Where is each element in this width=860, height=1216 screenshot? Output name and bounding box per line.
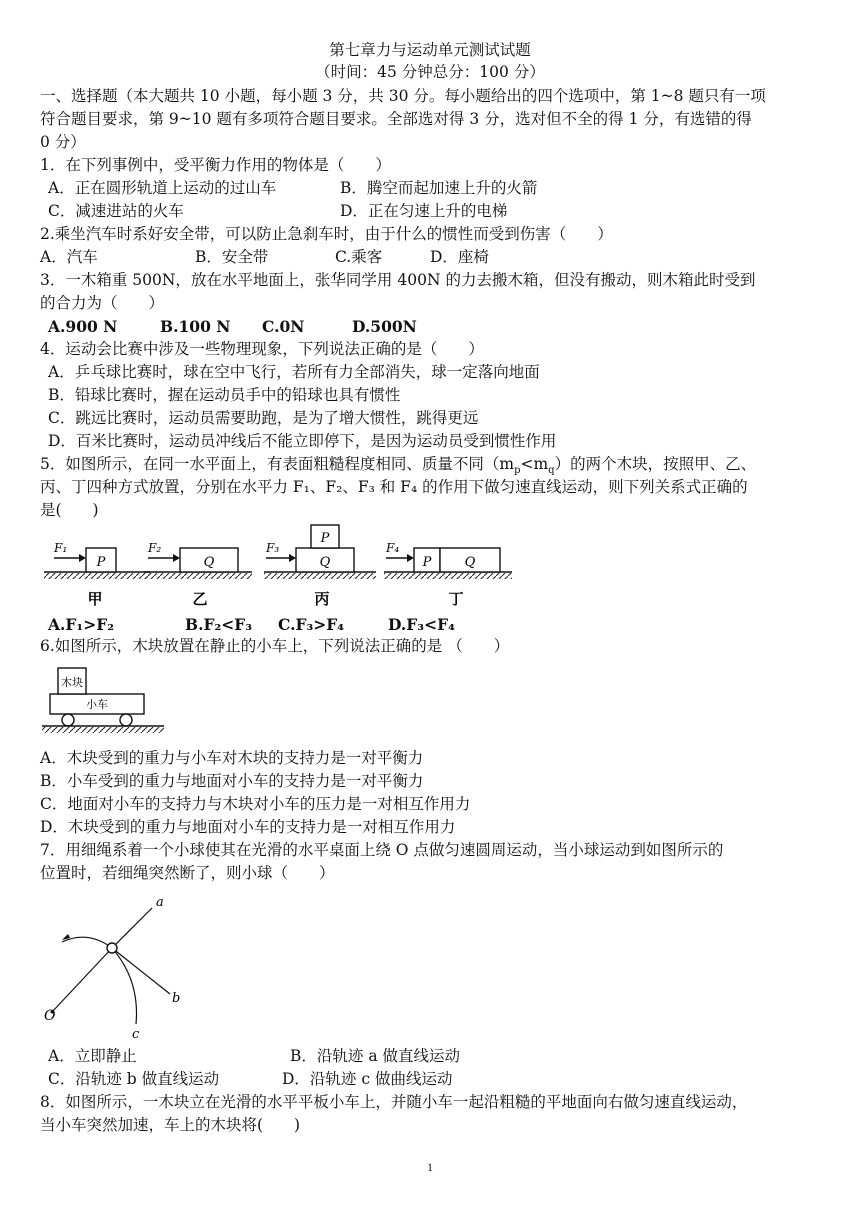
svg-text:F₁: F₁ — [54, 541, 68, 555]
q2-stem: 2.乘坐汽车时系好安全带，可以防止急刹车时，由于什么的惯性而受到伤害（ ） — [40, 225, 613, 243]
q5-figure-jia — [44, 541, 150, 608]
q1-option-d: D．正在匀速上升的电梯 — [340, 202, 508, 220]
q5-option-b: B.F₂<F₃ — [185, 615, 253, 634]
q3-option-c: C.0N — [262, 317, 305, 336]
q8-stem-line-2: 当小车突然加速，车上的木块将( ) — [40, 1116, 301, 1134]
section-intro-line-2: 符合题目要求，第 9~10 题有多项符合题目要求。全部选对得 3 分，选对但不全的得 1 分，有选错的得 — [40, 110, 752, 128]
q6-fig-cart-label: 小车 — [86, 698, 108, 711]
q5-option-a: A.F₁>F₂ — [48, 615, 114, 634]
q1-option-b: B．腾空而起加速上升的火箭 — [340, 179, 538, 197]
svg-text:F₂: F₂ — [148, 541, 162, 555]
q5-figure — [40, 522, 520, 612]
q5-option-d: D.F₃<F₄ — [388, 615, 455, 634]
exam-title: 第七章力与运动单元测试试题 — [329, 41, 531, 59]
q7-stem-line-1: 7．用细绳系着一个小球使其在光滑的水平桌面上绕 O 点做匀速圆周运动，当小球运动到如图所示的 — [40, 841, 724, 859]
q4-option-b: B．铅球比赛时，握在运动员手中的铅球也具有惯性 — [48, 386, 401, 404]
q8-stem-line-1: 8．如图所示，一木块立在光滑的水平平板小车上，并随小车一起沿粗糙的平地面向右做匀速直线运动， — [40, 1093, 748, 1111]
q6-option-c: C．地面对小车的支持力与木块对小车的压力是一对相互作用力 — [40, 795, 471, 813]
svg-text:Q: Q — [464, 555, 476, 570]
q3-stem-line-1: 3．一木箱重 500N，放在水平地面上，张华同学用 400N 的力去搬木箱，但没有搬动，则木箱此时受到 — [40, 271, 756, 289]
q6-option-a: A．木块受到的重力与小车对木块的支持力是一对平衡力 — [40, 749, 424, 767]
q6-fig-block-label: 木块 — [61, 676, 83, 689]
q7-option-d: D．沿轨迹 c 做曲线运动 — [282, 1070, 453, 1088]
q2-option-b: B．安全带 — [195, 248, 269, 266]
q1-option-a: A．正在圆形轨道上运动的过山车 — [48, 179, 277, 197]
q6-option-b: B．小车受到的重力与地面对小车的支持力是一对平衡力 — [40, 772, 424, 790]
q7-option-c: C．沿轨迹 b 做直线运动 — [48, 1070, 220, 1088]
q3-option-a: A.900 N — [48, 317, 118, 336]
q2-option-d: D．座椅 — [430, 248, 489, 266]
q1-stem: 1．在下列事例中，受平衡力作用的物体是（ ） — [40, 156, 391, 174]
svg-text:乙: 乙 — [192, 590, 208, 608]
q7-fig-label-o: O — [44, 1008, 56, 1024]
q7-stem-line-2: 位置时，若细绳突然断了，则小球（ ） — [40, 864, 335, 882]
q5-stem-line-2: 丙、丁四种方式放置，分别在水平力 F₁、F₂、F₃ 和 F₄ 的作用下做匀速直线运动，则下列关系式正确的 — [40, 478, 748, 496]
svg-text:F₃: F₃ — [266, 541, 280, 555]
q7-fig-label-b: b — [172, 991, 181, 1006]
q6-stem: 6.如图所示，木块放置在静止的小车上，下列说法正确的是 （ ） — [40, 637, 510, 655]
q1-option-c: C．减速进站的火车 — [48, 202, 184, 220]
q4-option-a: A．乒乓球比赛时，球在空中飞行，若所有力全部消失，球一定落向地面 — [48, 363, 540, 381]
svg-text:P: P — [422, 555, 432, 570]
q5-figure-yi — [144, 541, 252, 608]
q7-option-b: B．沿轨迹 a 做直线运动 — [290, 1047, 460, 1065]
svg-text:丙: 丙 — [314, 590, 330, 608]
section-intro-line-3: 0 分） — [40, 133, 86, 151]
q5-option-c: C.F₃>F₄ — [278, 615, 345, 634]
q3-option-d: D.500N — [352, 317, 417, 336]
q5-figure-ding — [384, 541, 512, 608]
exam-subtitle: （时间：45 分钟总分：100 分） — [315, 63, 545, 81]
q2-option-a: A．汽车 — [40, 248, 98, 266]
q7-figure — [40, 890, 200, 1040]
q6-figure — [40, 660, 170, 738]
svg-text:Q: Q — [319, 555, 331, 570]
q5-figure-bing — [264, 525, 376, 608]
q3-option-b: B.100 N — [160, 317, 231, 336]
q4-option-c: C．跳远比赛时，运动员需要助跑，是为了增大惯性，跳得更远 — [48, 409, 479, 427]
q7-fig-label-a: a — [156, 895, 164, 910]
svg-text:P: P — [96, 555, 106, 570]
q7-option-a: A．立即静止 — [48, 1047, 137, 1065]
q7-fig-label-c: c — [132, 1027, 140, 1040]
svg-text:丁: 丁 — [448, 590, 464, 608]
q4-option-d: D．百米比赛时，运动员冲线后不能立即停下，是因为运动员受到惯性作用 — [48, 432, 557, 450]
section-intro-line-1: 一、选择题（本大题共 10 小题，每小题 3 分，共 30 分。每小题给出的四个选项中，第 1~8 题只有一项 — [40, 87, 766, 105]
page-number: 1 — [427, 1160, 433, 1174]
q6-option-d: D．木块受到的重力与地面对小车的支持力是一对相互作用力 — [40, 818, 456, 836]
q3-stem-line-2: 的合力为（ ） — [40, 294, 165, 312]
q2-option-c: C.乘客 — [335, 248, 383, 266]
q4-stem: 4．运动会比赛中涉及一些物理现象，下列说法正确的是（ ） — [40, 340, 484, 358]
svg-text:甲: 甲 — [87, 590, 103, 608]
q5-stem-line-1: 5．如图所示，在同一水平面上，有表面粗糙程度相同、质量不同$(m_p<m_q)$的两个木块，按照甲、乙、 — [40, 455, 757, 477]
svg-text:P: P — [320, 531, 330, 546]
svg-text:F₄: F₄ — [386, 541, 400, 555]
svg-text:Q: Q — [203, 555, 215, 570]
q5-stem-line-3: 是( ) — [40, 501, 99, 519]
